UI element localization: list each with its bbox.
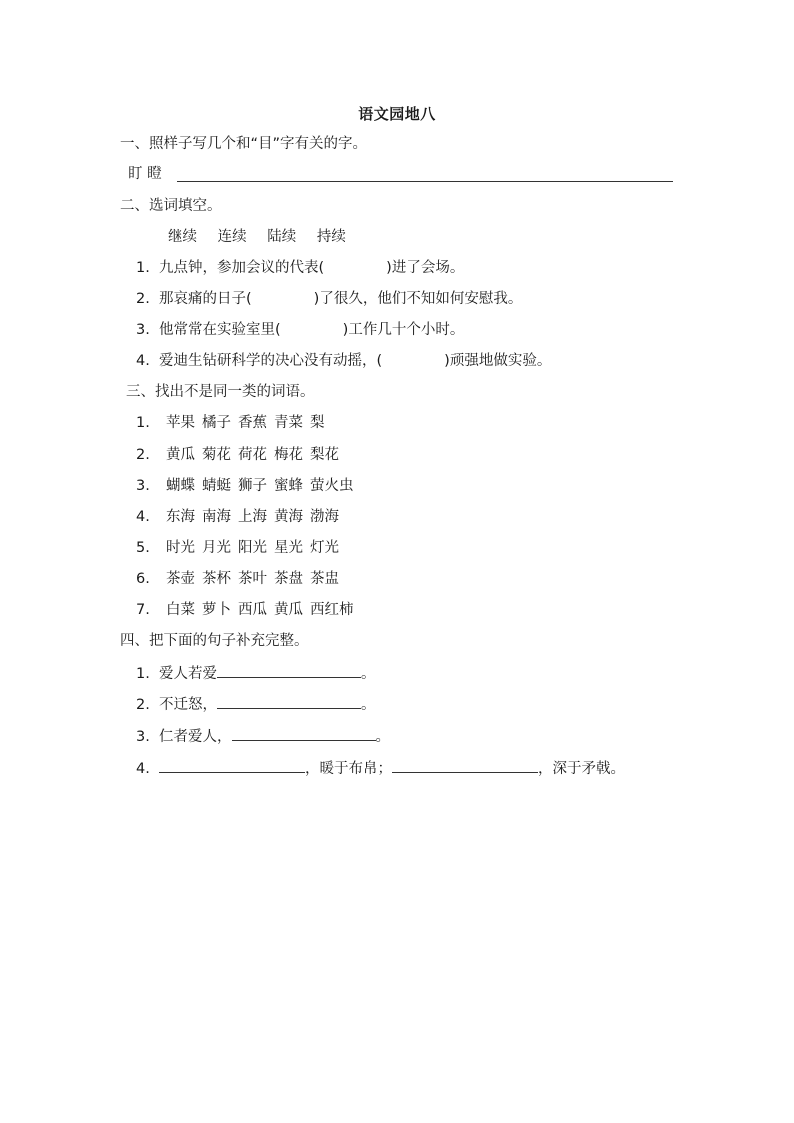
word[interactable]: 白菜 <box>166 602 195 618</box>
item-text: 仁者爱人， <box>159 729 232 745</box>
word[interactable]: 狮子 <box>238 478 267 494</box>
word[interactable]: 茶壶 <box>166 571 195 587</box>
word[interactable]: 萝卜 <box>202 602 231 618</box>
word-group-item <box>136 569 346 589</box>
item-number: 4. <box>136 353 150 369</box>
complete-item <box>136 694 376 715</box>
item-text: 。 <box>375 729 390 745</box>
word-choice: 持续 <box>316 229 346 245</box>
word[interactable]: 萤火虫 <box>310 478 354 494</box>
item-text: ，暖于布帛； <box>305 761 392 777</box>
word-group-item <box>136 445 346 465</box>
section-3-heading: 三、找出不是同一类的词语。 <box>126 384 315 400</box>
item-number: 3. <box>136 729 150 745</box>
item-text: 那哀痛的日子( <box>159 291 252 307</box>
item-number: 6. <box>136 571 150 587</box>
fill-item <box>136 351 551 371</box>
section-2-heading: 二、选词填空。 <box>120 198 222 214</box>
word-choice: 连续 <box>217 229 247 245</box>
word[interactable]: 渤海 <box>310 509 339 525</box>
section-1-heading: 一、照样子写几个和“目”字有关的字。 <box>120 136 368 152</box>
fill-item <box>136 258 464 278</box>
word[interactable]: 蝴蝶 <box>166 478 195 494</box>
item-number: 1. <box>136 415 150 431</box>
section-1-answer-line[interactable] <box>177 181 673 182</box>
item-number: 2. <box>136 291 150 307</box>
word[interactable]: 西红柿 <box>310 602 354 618</box>
page-title: 语文园地八 <box>358 105 436 123</box>
item-text: 。 <box>361 666 376 682</box>
word[interactable]: 西瓜 <box>238 602 267 618</box>
answer-line[interactable] <box>217 663 361 678</box>
item-text: 爱人若爱 <box>159 666 217 682</box>
item-text: 爱迪生钻研科学的决心没有动摇，( <box>159 353 383 369</box>
word[interactable]: 菊花 <box>202 447 231 463</box>
word-choice: 继续 <box>168 229 197 245</box>
answer-line[interactable] <box>232 726 376 741</box>
word[interactable]: 东海 <box>166 509 195 525</box>
section-1-example: 盯 瞪 <box>128 166 162 182</box>
item-number: 4. <box>136 509 150 525</box>
item-text: 。 <box>361 697 376 713</box>
word[interactable]: 茶盘 <box>274 571 303 587</box>
word-group-item <box>136 413 332 433</box>
word[interactable]: 茶盅 <box>310 571 339 587</box>
word-choice: 陆续 <box>267 229 297 245</box>
item-text: 不迁怒， <box>159 697 217 713</box>
item-text: )进了会场。 <box>386 260 465 276</box>
word[interactable]: 香蕉 <box>238 415 267 431</box>
item-number: 5. <box>136 540 150 556</box>
item-text: )顽强地做实验。 <box>444 353 552 369</box>
item-text: 九点钟，参加会议的代表( <box>159 260 325 276</box>
word[interactable]: 青菜 <box>274 415 303 431</box>
word[interactable]: 蜻蜓 <box>202 478 231 494</box>
word[interactable]: 橘子 <box>202 415 231 431</box>
item-number: 2. <box>136 697 150 713</box>
answer-line[interactable] <box>159 758 305 773</box>
complete-item <box>136 758 625 779</box>
word[interactable]: 南海 <box>202 509 231 525</box>
word[interactable]: 黄瓜 <box>166 447 195 463</box>
word[interactable]: 时光 <box>166 540 195 556</box>
word[interactable]: 茶叶 <box>238 571 267 587</box>
word-group-item <box>136 538 346 558</box>
item-text: ，深于矛戟。 <box>538 761 625 777</box>
item-text: )了很久，他们不知如何安慰我。 <box>313 291 523 307</box>
word[interactable]: 上海 <box>238 509 267 525</box>
item-number: 1. <box>136 666 150 682</box>
word[interactable]: 梨花 <box>310 447 339 463</box>
item-text: 他常常在实验室里( <box>159 322 281 338</box>
item-number: 3. <box>136 322 150 338</box>
word-group-item <box>136 600 361 620</box>
complete-item <box>136 726 390 747</box>
item-number: 3. <box>136 478 150 494</box>
word[interactable]: 黄瓜 <box>274 602 303 618</box>
item-text: )工作几十个小时。 <box>342 322 465 338</box>
answer-line[interactable] <box>217 694 361 709</box>
word-group-item <box>136 507 346 527</box>
word[interactable]: 苹果 <box>166 415 195 431</box>
item-number: 7. <box>136 602 150 618</box>
word[interactable]: 茶杯 <box>202 571 231 587</box>
word-choice-list <box>168 227 362 247</box>
item-number: 2. <box>136 447 150 463</box>
word[interactable]: 阳光 <box>238 540 267 556</box>
answer-line[interactable] <box>392 758 538 773</box>
word[interactable]: 梨 <box>310 415 325 431</box>
word[interactable]: 星光 <box>274 540 303 556</box>
word[interactable]: 荷花 <box>238 447 267 463</box>
word[interactable]: 黄海 <box>274 509 303 525</box>
word[interactable]: 蜜蜂 <box>274 478 303 494</box>
word[interactable]: 灯光 <box>310 540 339 556</box>
word[interactable]: 梅花 <box>274 447 303 463</box>
fill-item <box>136 320 464 340</box>
complete-item <box>136 663 376 684</box>
section-4-heading: 四、把下面的句子补充完整。 <box>120 633 309 649</box>
word-group-item <box>136 476 361 496</box>
fill-item <box>136 289 522 309</box>
word[interactable]: 月光 <box>202 540 231 556</box>
item-number: 4. <box>136 761 150 777</box>
item-number: 1. <box>136 260 150 276</box>
